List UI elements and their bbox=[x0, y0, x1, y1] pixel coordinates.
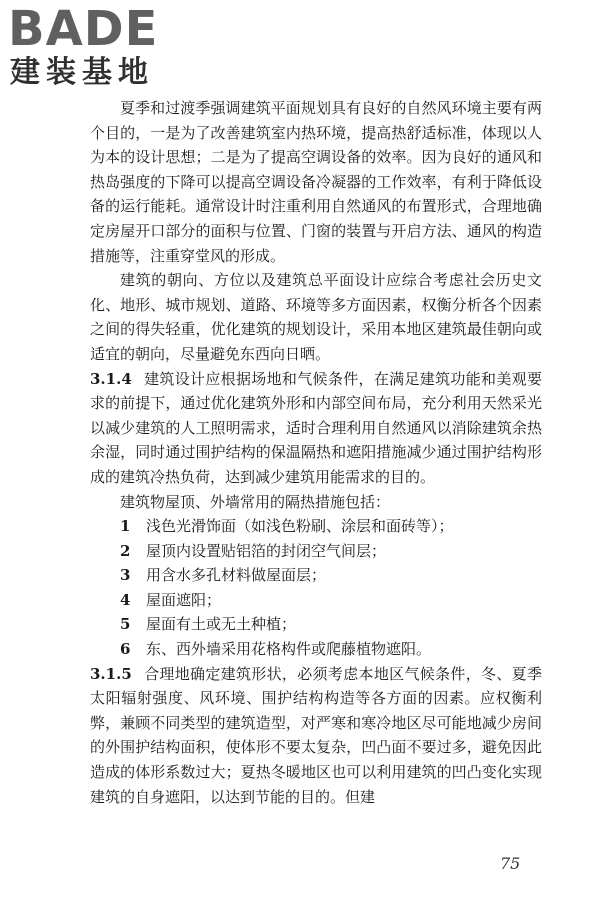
list-intro: 建筑物屋顶、外墙常用的隔热措施包括： bbox=[120, 492, 391, 511]
list-item-number: 3 bbox=[120, 566, 131, 585]
list-item bbox=[90, 514, 542, 539]
list-item-text: 用含水多孔材料做屋面层； bbox=[146, 566, 327, 585]
clause-text: 建筑设计应根据场地和气候条件，在满足建筑功能和美观要求的前提下，通过优化建筑外形和内部空间布局，充分利用天然采光以减少建筑的人工照明需求，适时合理利用自然通风以消除建筑余热余湿，同时通过围护结构的保温隔热和遮阳措施减少通过围护结构形成的建筑冷热负荷，达到减少建筑用能需求的目的。 bbox=[90, 369, 542, 486]
list-item-number: 6 bbox=[120, 640, 131, 659]
list-item bbox=[90, 637, 542, 662]
list-item bbox=[90, 539, 542, 564]
page-body bbox=[90, 96, 542, 809]
list-item-text: 屋面有土或无土种植； bbox=[146, 615, 297, 634]
clause-number: 3.1.4 bbox=[90, 369, 132, 388]
list-item-number: 4 bbox=[120, 590, 131, 609]
page-number: 75 bbox=[500, 854, 521, 873]
clause-3-1-5 bbox=[90, 662, 542, 810]
list-item-number: 1 bbox=[120, 517, 131, 536]
watermark-subtitle: 建装基地 bbox=[10, 55, 154, 90]
paragraph-orientation: 建筑的朝向、方位以及建筑总平面设计应综合考虑社会历史文化、地形、城市规划、道路、环境等多方面因素，权衡分析各个因素之间的得失轻重，优化建筑的规划设计，采用本地区建筑最佳朝向或适宜的朝向，尽量避免东西向日晒。 bbox=[90, 271, 542, 363]
list-item-text: 屋顶内设置贴铝箔的封闭空气间层； bbox=[146, 541, 387, 560]
list-item bbox=[90, 612, 542, 637]
clause-number: 3.1.5 bbox=[90, 664, 132, 683]
clause-3-1-4 bbox=[90, 367, 542, 490]
paragraph-ventilation: 夏季和过渡季强调建筑平面规划具有良好的自然风环境主要有两个目的，一是为了改善建筑室内热环境，提高热舒适标准，体现以人为本的设计思想；二是为了提高空调设备的效率。因为良好的通风和热岛强度的下降可以提高空调设备冷凝器的工作效率，有利于降低设备的运行能耗。通常设计时注重利用自然通风的布置形式，合理地确定房屋开口部分的面积与位置、门窗的装置与开启方法、通风的构造措施等，注重穿堂风的形成。 bbox=[90, 99, 542, 265]
list-item-number: 2 bbox=[120, 541, 131, 560]
list-item-text: 东、西外墙采用花格构件或爬藤植物遮阳。 bbox=[146, 640, 432, 659]
watermark-logo bbox=[8, 1, 178, 90]
list-item bbox=[90, 563, 542, 588]
clause-text: 合理地确定建筑形状，必须考虑本地区气候条件，冬、夏季太阳辐射强度、风环境、围护结构构造等各方面的因素。应权衡利弊，兼顾不同类型的建筑造型，对严寒和寒冷地区尽可能地减少房间的外围护结构面积，使体形不要太复杂，凹凸面不要过多，避免因此造成的体形系数过大；夏热冬暖地区也可以利用建筑的凹凸变化实现建筑的自身遮阳，以达到节能的目的。但建 bbox=[90, 664, 542, 806]
insulation-measures-list bbox=[90, 514, 542, 662]
list-item-text: 浅色光滑饰面（如浅色粉刷、涂层和面砖等）； bbox=[146, 517, 454, 536]
list-item bbox=[90, 588, 542, 613]
list-item-text: 屋面遮阳； bbox=[146, 590, 222, 609]
list-item-number: 5 bbox=[120, 615, 131, 634]
watermark-brand: BADE bbox=[8, 1, 159, 57]
